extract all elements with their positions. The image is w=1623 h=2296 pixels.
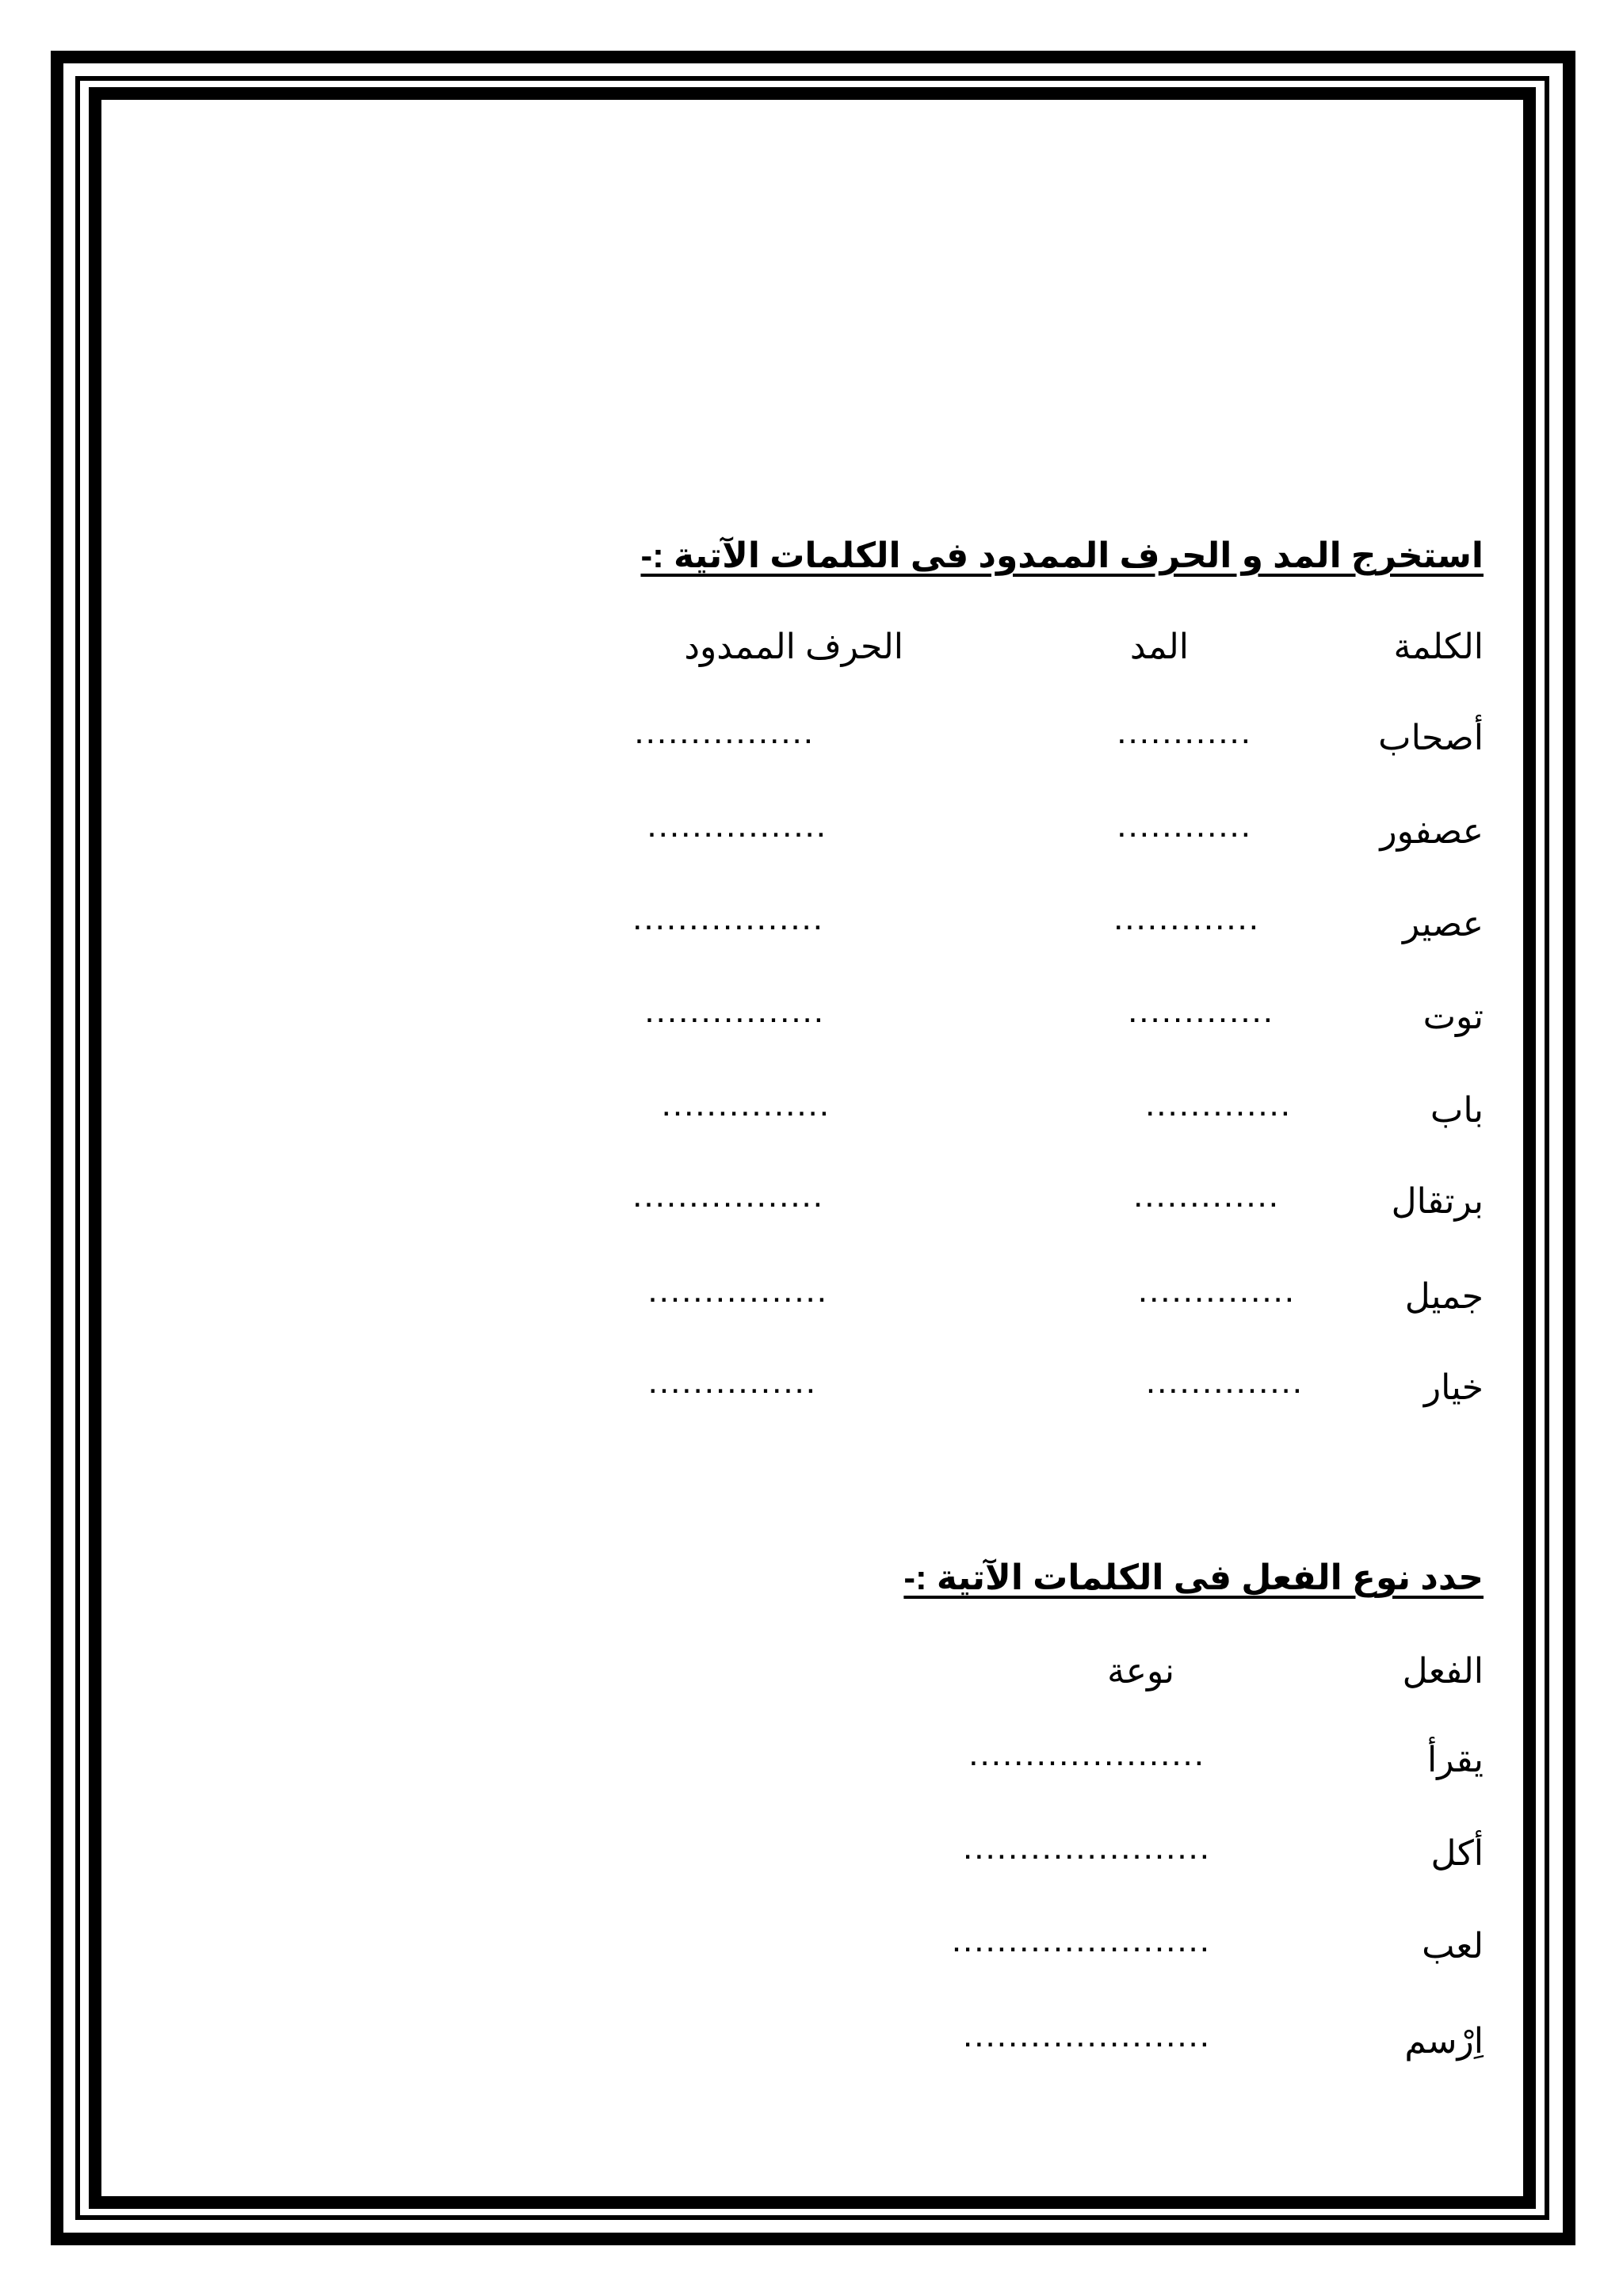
madd-blank[interactable]: .............	[1145, 1085, 1292, 1123]
madd-blank[interactable]: .............	[1133, 1176, 1280, 1215]
verb-cell: يقرأ	[1426, 1741, 1484, 1779]
verb-type-blank[interactable]: ......................	[963, 2016, 1211, 2054]
letter-blank[interactable]: ................	[647, 806, 827, 845]
header-type: نوعة	[1107, 1652, 1174, 1691]
word-cell: أصحاب	[1378, 719, 1484, 757]
header-word: الكلمة	[1393, 627, 1484, 666]
header-letter: الحرف الممدود	[684, 627, 903, 666]
letter-blank[interactable]: ................	[647, 1271, 828, 1310]
letter-blank[interactable]: ...............	[661, 1085, 831, 1123]
letter-blank[interactable]: .................	[632, 898, 824, 937]
word-cell: باب	[1430, 1091, 1484, 1130]
madd-blank[interactable]: ..............	[1137, 1271, 1296, 1310]
word-cell: توت	[1423, 997, 1484, 1036]
page-border-inner	[89, 87, 1536, 2209]
word-cell: خيار	[1423, 1368, 1484, 1407]
letter-blank[interactable]: ................	[644, 991, 825, 1030]
word-cell: عصير	[1403, 905, 1484, 944]
word-cell: عصفور	[1380, 812, 1484, 851]
madd-blank[interactable]: ............	[1117, 806, 1252, 845]
header-verb: الفعل	[1402, 1652, 1484, 1691]
header-madd: المد	[1129, 627, 1189, 666]
section2-title: حدد نوع الفعل فى الكلمات الآتية :-	[903, 1558, 1484, 1597]
madd-blank[interactable]: .............	[1128, 991, 1274, 1030]
word-cell: برتقال	[1391, 1182, 1484, 1221]
verb-cell: لعب	[1422, 1927, 1484, 1966]
letter-blank[interactable]: ................	[634, 712, 815, 751]
madd-blank[interactable]: ............	[1117, 712, 1252, 751]
section1-title: استخرج المد و الحرف الممدود فى الكلمات الآتية :-	[640, 536, 1484, 575]
madd-blank[interactable]: .............	[1113, 898, 1260, 937]
word-cell: جميل	[1404, 1277, 1484, 1316]
verb-type-blank[interactable]: .......................	[951, 1920, 1211, 1959]
verb-type-blank[interactable]: ......................	[963, 1828, 1211, 1867]
verb-cell: أكل	[1430, 1834, 1484, 1873]
verb-type-blank[interactable]: .....................	[968, 1734, 1205, 1773]
letter-blank[interactable]: .................	[632, 1176, 824, 1215]
letter-blank[interactable]: ...............	[647, 1362, 817, 1401]
madd-blank[interactable]: ..............	[1145, 1362, 1304, 1401]
verb-cell: اِرْسم	[1404, 2022, 1484, 2061]
